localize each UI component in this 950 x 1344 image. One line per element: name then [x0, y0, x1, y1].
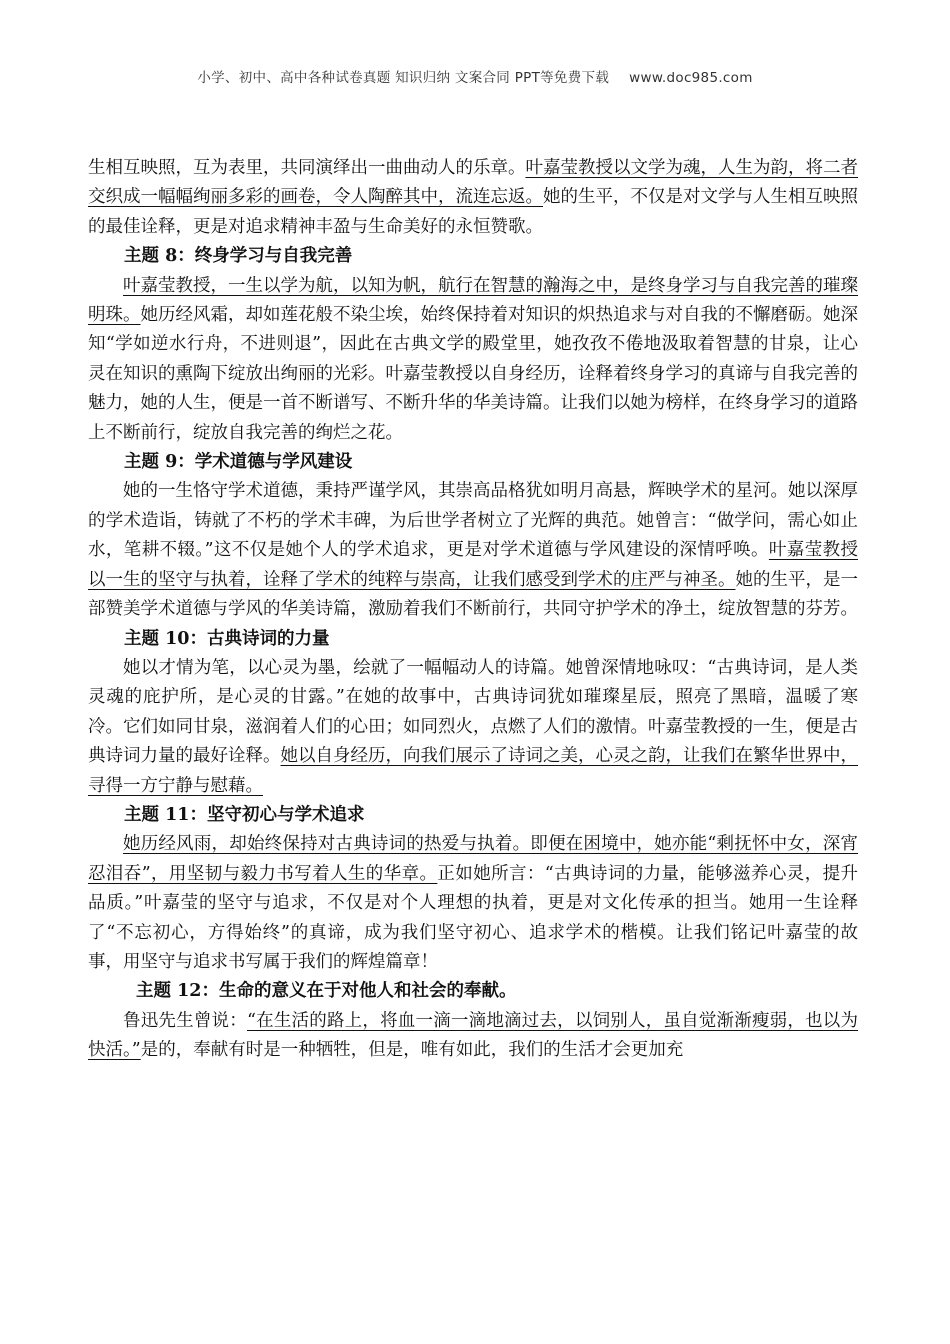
section-heading-9: 主题 9：学术道德与学风建设 — [124, 452, 353, 473]
paragraph-text: 鲁迅先生曾说： — [123, 1010, 247, 1031]
underlined-text: 她以自身经历，向我们展示了诗词之美，心灵之韵，让我们在繁华世界中，寻得一方宁静与慰藉。 — [88, 746, 858, 796]
paragraph-text: 正如她所言：“古典诗词的力量，能够滋养心灵，提升品质。”叶嘉莹的坚守与追求，不仅是对个人理想的执着，更是对文化传承的担当。她用一生诠释了“不忘初心，方得始终”的真谛，成为我们坚守初心、追求学术的楷模。让我们铭记叶嘉莹的故事，用坚守与追求书写属于我们的辉煌篇章！ — [88, 863, 858, 972]
header-text: 小学、初中、高中各种试卷真题 知识归纳 文案合同 PPT等免费下载 — [197, 70, 610, 86]
paragraph-text: 是的，奉献有时是一种牺牲，但是，唯有如此，我们的生活才会更加充 — [140, 1040, 684, 1061]
section-paragraph-9 — [88, 477, 858, 624]
section-heading-11: 主题 11：坚守初心与学术追求 — [124, 804, 365, 825]
paragraph-text: 她以才情为笔，以心灵为墨，绘就了一幅幅动人的诗篇。她曾深情地咏叹：“古典诗词，是人类灵魂的庇护所，是心灵的甘露。”在她的故事中，古典诗词犹如璀璨星辰，照亮了黑暗，温暖了寒冷。它们如同甘泉，滋润着人们的心田；如同烈火，点燃了人们的激情。叶嘉莹教授的一生，便是古典诗词力量的最好诠释。 — [88, 657, 858, 767]
section-paragraph-11 — [88, 830, 858, 977]
section-heading-12: 主题 12：生命的意义在于对他人和社会的奉献。 — [136, 981, 517, 1002]
section-heading-10: 主题 10：古典诗词的力量 — [124, 628, 330, 649]
page-header — [0, 66, 950, 86]
underlined-text: 叶嘉莹教授，一生以学为航，以知为帆，航行在智慧的瀚海之中，是终身学习与自我完善的璀璨明珠。 — [88, 275, 858, 326]
underlined-text: 叶嘉莹教授以一生的坚守与执着，诠释了学术的纯粹与崇高，让我们感受到学术的庄严与神圣。 — [88, 540, 858, 590]
section-paragraph-12 — [88, 1007, 858, 1066]
document-body — [88, 154, 858, 1066]
paragraph-text: 她历经风霜，却如莲花般不染尘埃，始终保持着对知识的炽热追求与对自我的不懈磨砺。她深知“学如逆水行舟，不进则退”，因此在古典文学的殿堂里，她孜孜不倦地汲取着智慧的甘泉，让心灵在知识的熏陶下绽放出绚丽的光彩。叶嘉莹教授以自身经历，诠释着终身学习的真谛与自我完善的魅力，她的人生，便是一首不断谱写、不断升华的华美诗篇。让我们以她为榜样，在终身学习的道路上不断前行，绽放自我完善的绚烂之花。 — [88, 305, 858, 443]
underlined-text: 她历经风雨，却始终保持对古典诗词的热爱与执着。即便在困境中，她亦能“剩抚怀中女，深宵忍泪吞”，用坚韧与毅力书写着人生的华章。 — [88, 834, 858, 884]
section-paragraph-8 — [88, 272, 858, 448]
paragraph-text: 她的生平，是一部赞美学术道德与学风的华美诗篇，激励着我们不断前行，共同守护学术的净土，绽放智慧的芬芳。 — [88, 569, 858, 620]
section-paragraph-10 — [88, 654, 858, 801]
underlined-text: 叶嘉莹教授以文学为魂，人生为韵，将二者交织成一幅幅绚丽多彩的画卷，令人陶醉其中，流连忘返。 — [88, 158, 858, 208]
paragraph-text: 她的一生恪守学术道德，秉持严谨学风，其崇高品格犹如明月高悬，辉映学术的星河。她以深厚的学术造诣，铸就了不朽的学术丰碑，为后世学者树立了光辉的典范。她曾言：“做学问，需心如止水，笔耕不辍。”这不仅是她个人的学术追求，更是对学术道德与学风建设的深情呼唤。 — [88, 481, 858, 561]
continuation-paragraph — [88, 154, 858, 242]
section-heading-8: 主题 8：终身学习与自我完善 — [124, 246, 353, 267]
paragraph-text: 生相互映照，互为表里，共同演绎出一曲曲动人的乐章。 — [88, 158, 526, 178]
underlined-quote: “在生活的路上，将血一滴一滴地滴过去，以饲别人，虽自觉渐渐瘦弱，也以为快活。” — [88, 1010, 859, 1061]
header-site-link[interactable]: www.doc985.com — [629, 70, 753, 86]
paragraph-text: 她的生平，不仅是对文学与人生相互映照的最佳诠释，更是对追求精神丰盈与生命美好的永恒赞歌。 — [88, 187, 858, 237]
